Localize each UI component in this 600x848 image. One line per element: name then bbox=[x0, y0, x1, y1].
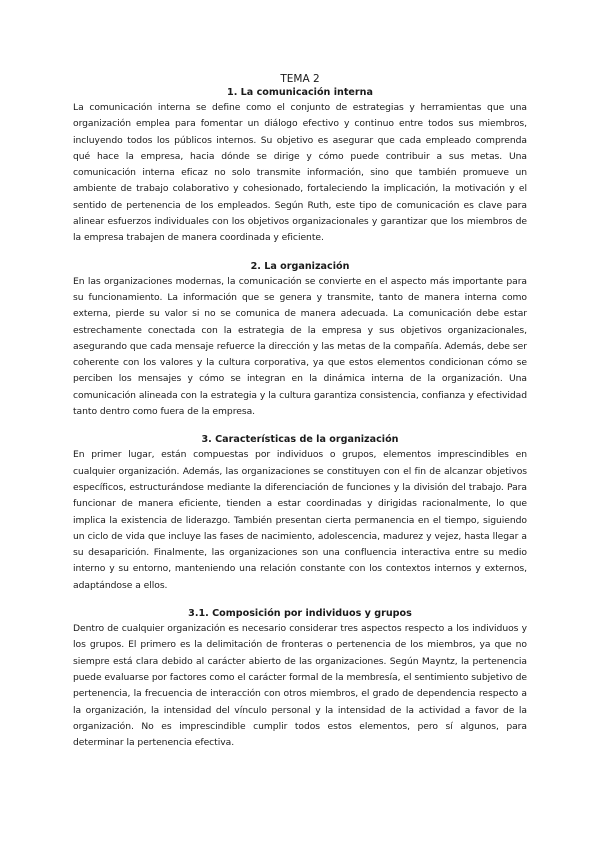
section-body-comunicacion-interna: La comunicación interna se define como el conjunto de estrategias y herramientas que una organización emplea para fomentar un diálogo efectivo y continuo entre todos sus miembros, incluyendo todos los públicos internos. Su objetivo es asegurar que cada empleado comprenda qué hace la empresa, hacia dónde se dirige y cómo puede contribuir a sus metas. Una comunicación interna eficaz no solo transmite información, sino que también promueve un ambiente de trabajo colaborativo y cohesionado, fortaleciendo la implicación, la motivación y el sentido de pertenencia de los empleados. Según Ruth, este tipo de comunicación es clave para alinear esfuerzos individuales con los objetivos organizacionales y garantizar que los miembros de la empresa trabajen de manera coordinada y eficiente. bbox=[73, 102, 527, 244]
section-heading-caracteristicas: 3. Características de la organización bbox=[201, 434, 399, 446]
section-body-caracteristicas: En primer lugar, están compuestas por individuos o grupos, elementos imprescindibles en cualquier organización. Además, las organizaciones se constituyen con el fin de alcanzar objetivos específicos, estructurándose mediante la diferenciación de funciones y la división del trabajo. Para funcionar de manera eficiente, tienden a estar coordinadas y dirigidas racionalmente, lo que implica la existencia de liderazgo. También presentan cierta permanencia en el tiempo, siguiendo un ciclo de vida que incluye las fases de nacimiento, adolescencia, madurez y vejez, hasta llegar a su desaparición. Finalmente, las organizaciones son una confluencia interactiva entre su medio interno y su entorno, manteniendo una relación constante con los contextos internos y externos, adaptándose a ellos. bbox=[73, 449, 527, 591]
section-heading-composicion: 3.1. Composición por individuos y grupos bbox=[188, 608, 412, 620]
topic-title: TEMA 2 bbox=[280, 73, 320, 85]
section-body-composicion: Dentro de cualquier organización es necesario considerar tres aspectos respecto a los individuos y los grupos. El primero es la delimitación de fronteras o pertenencia de los miembros, ya que no siempre está clara debido al carácter abierto de las organizaciones. Según Mayntz, la pertenencia puede evaluarse por factores como el carácter formal de la membresía, el sentimiento subjetivo de pertenencia, la frecuencia de interacción con otros miembros, el grado de dependencia respecto a la organización, la intensidad del vínculo personal y la intensidad de la actividad a favor de la organización. No es imprescindible cumplir todos estos elementos, pero sí algunos, para determinar la pertenencia efectiva. bbox=[73, 623, 527, 749]
section-heading-comunicacion-interna: 1. La comunicación interna bbox=[227, 87, 373, 98]
section-body-organizacion: En las organizaciones modernas, la comunicación se convierte en el aspecto más importante para su funcionamiento. La información que se genera y transmite, tanto de manera interna como externa, pierde su valor si no se comunica de manera adecuada. La comunicación debe estar estrechamente conectada con la estrategia de la empresa y sus objetivos organizacionales, asegurando que cada mensaje refuerce la dirección y las metas de la compañía. Además, debe ser coherente con los valores y la cultura corporativa, ya que estos elementos condicionan cómo se perciben los mensajes y cómo se integran en la dinámica interna de la organización. Una comunicación alineada con la estrategia y la cultura garantiza consistencia, confianza y efectividad tanto dentro como fuera de la empresa. bbox=[73, 275, 527, 418]
section-heading-organizacion: 2. La organización bbox=[250, 260, 350, 272]
